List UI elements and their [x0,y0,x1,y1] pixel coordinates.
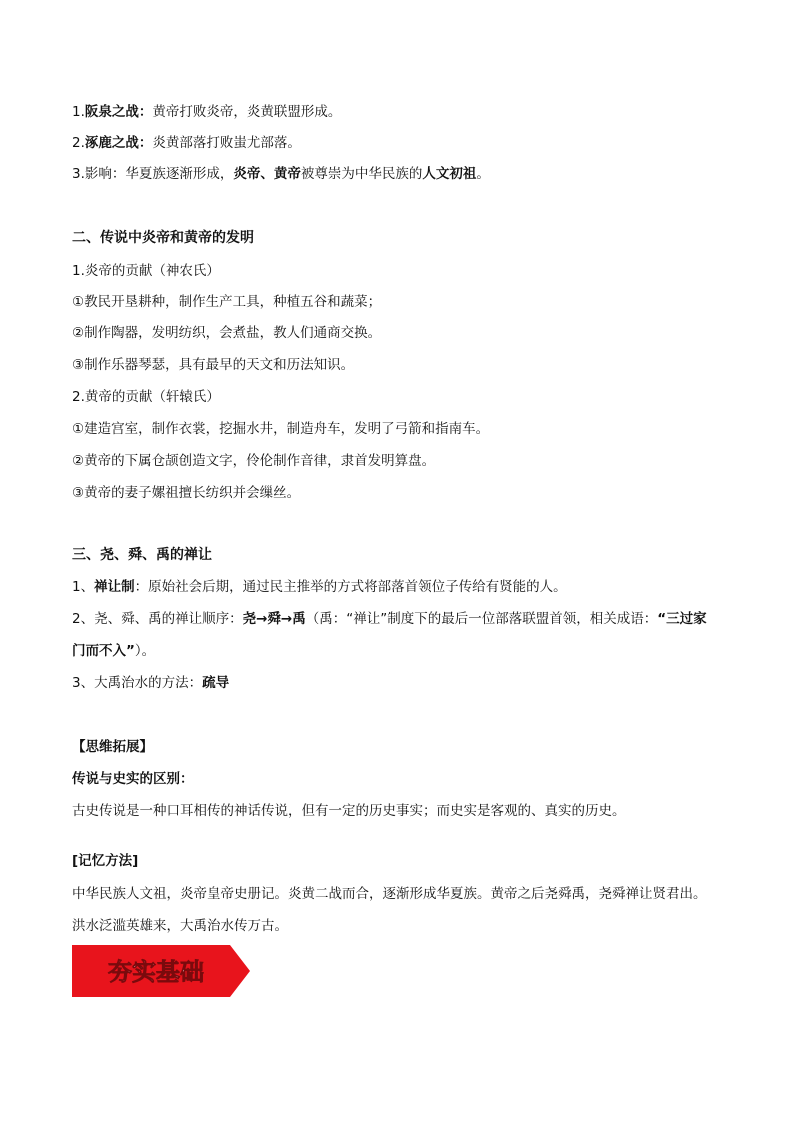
emphasis-emperors: 炎帝、黄帝 [233,166,301,182]
section-banner [72,945,250,997]
list-item: ②黄帝的下属仓颉创造文字，伶伦制作音律，隶首发明算盘。 [72,453,436,469]
term-banquan: 阪泉之战： [84,104,153,120]
term-zhuolu: 涿鹿之战： [84,135,153,151]
abdication-definition [72,577,567,597]
item-text: 3、大禹治水的方法： [72,675,203,691]
yan-title: 1.炎帝的贡献（神农氏） [72,263,220,279]
abdication-sequence: 尧→舜→禹 [242,611,306,627]
list-item: ③黄帝的妻子嫘祖擅长纺织并会缫丝。 [72,485,301,501]
item-text: 2、尧、舜、禹的禅让顺序： [72,611,243,627]
list-item: ①建造宫室，制作衣裳，挖掘水井，制造舟车，发明了弓箭和指南车。 [72,421,490,437]
banner-arrow-shape [72,945,250,997]
huang-title: 2.黄帝的贡献（轩辕氏） [72,389,220,405]
battle-zhuolu [72,133,301,153]
item-text: 炎黄部落打败蚩尤部落。 [152,135,301,151]
list-item: ②制作陶器，发明纺织，会煮盐，教人们通商交换。 [72,325,382,341]
item-text: 黄帝打败炎帝，炎黄联盟形成。 [152,104,342,120]
memory-line: 中华民族人文祖，炎帝皇帝史册记。炎黄二战而合，逐渐形成华夏族。黄帝之后尧舜禹，尧舜禅让贤君出。 [72,886,707,902]
item-text: ：原始社会后期，通过民主推举的方式将部落首领位子传给有贤能的人。 [134,579,567,595]
item-text: 。 [476,166,490,182]
list-item: ①教民开垦耕种，制作生产工具，种植五谷和蔬菜； [72,294,382,310]
list-item: ③制作乐器琴瑟，具有最早的天文和历法知识。 [72,357,355,373]
item-text: 被尊崇为中华民族的 [300,166,423,182]
memory-line: 洪水泛滥英雄来，大禹治水传万古。 [72,918,288,934]
flood-control [72,673,229,693]
memory-heading: [记忆方法] [72,853,139,869]
idiom-text: “三过家 [657,611,707,627]
banner-label: 夯实基础 [108,958,204,986]
item-number: 1、 [72,579,95,595]
abdication-order-cont [72,641,155,661]
item-number: 2. [72,135,85,151]
idiom-text: 门而不入” [72,643,135,659]
item-text: ）。 [134,643,156,659]
term-dredging: 疏导 [202,675,230,691]
battle-banquan [72,102,341,122]
item-text: 3.影响：华夏族逐渐形成， [72,166,234,182]
item-text: （禹：“禅让”制度下的最后一位部落联盟首领，相关成语： [305,611,658,627]
term-abdication: 禅让制 [94,579,135,595]
section-heading-abdication: 三、尧、舜、禹的禅让 [72,547,212,563]
abdication-order [72,609,707,629]
expand-text: 古史传说是一种口耳相传的神话传说，但有一定的历史事实；而史实是客观的、真实的历史。 [72,803,626,819]
influence-line [72,164,490,184]
emphasis-ancestors: 人文初祖 [422,166,477,182]
expand-heading: 【思维拓展】 [72,739,153,755]
section-heading-inventions: 二、传说中炎帝和黄帝的发明 [72,230,254,246]
item-number: 1. [72,104,85,120]
expand-subheading: 传说与史实的区别： [72,771,194,787]
